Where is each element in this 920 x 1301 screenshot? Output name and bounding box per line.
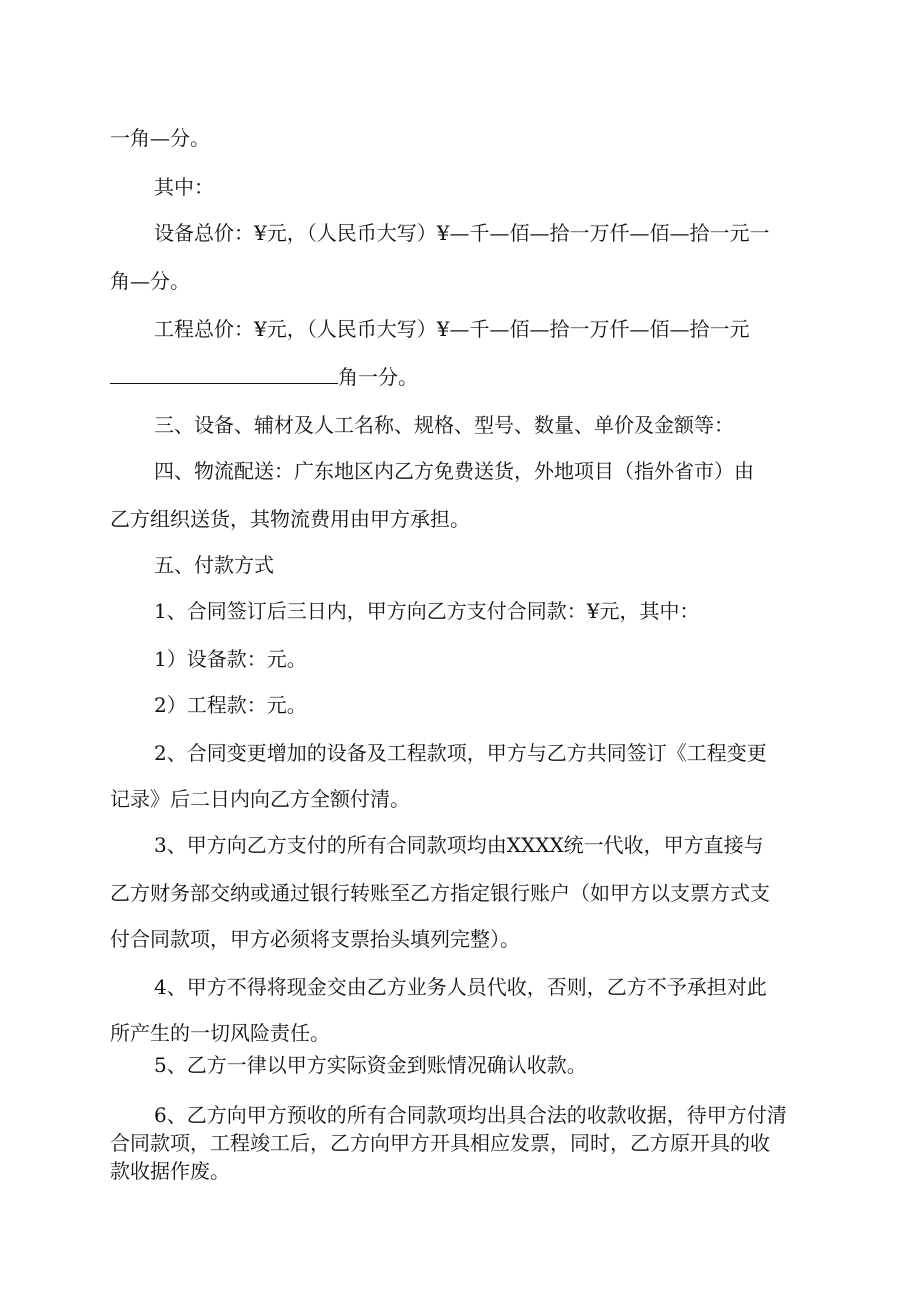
text-line: 乙方组织送货，其物流费用由甲方承担。 [110,507,470,531]
text-line: 付合同款项，甲方必须将支票抬头填列完整）。 [110,927,520,951]
text-line: 3、甲方向乙方支付的所有合同款项均由XXXX统一代收，甲方直接与 [154,833,764,857]
text-line: 5、乙方一律以甲方实际资金到账情况确认收款。 [154,1053,587,1077]
text-line: 2）工程款：元。 [154,693,307,717]
text-line: 角—分。 [110,269,190,293]
text-line: 工程总价：¥元，（人民币大写）¥—千—佰—拾一万仟—佰—拾一元 [154,317,750,341]
text-line: 款收据作废。 [110,1159,230,1183]
text-fragment: 角一分。 [338,365,418,389]
text-line: 1）设备款：元。 [154,647,307,671]
text-line: 四、物流配送：广东地区内乙方免费送货，外地项目（指外省市）由 [154,459,754,483]
fill-in-blank [110,367,338,384]
text-line: 2、合同变更增加的设备及工程款项，甲方与乙方共同签订《工程变更 [154,741,767,765]
text-line: 三、设备、辅材及人工名称、规格、型号、数量、单价及金额等： [154,413,734,437]
section-heading: 五、付款方式 [154,553,274,577]
text-line: 1、合同签订后三日内，甲方向乙方支付合同款：¥元，其中： [154,599,700,623]
text-line: 6、乙方向甲方预收的所有合同款项均出具合法的收款收据，待甲方付清 [154,1103,787,1127]
text-line: 乙方财务部交纳或通过银行转账至乙方指定银行账户（如甲方以支票方式支 [110,881,770,905]
text-line: 设备总价：¥元，（人民币大写）¥—千—佰—拾一万仟—佰—拾一元一 [154,221,770,245]
text-line: 记录》后二日内向乙方全额付清。 [110,787,410,811]
text-line: 一角—分。 [110,126,210,150]
text-line: 所产生的一切风险责任。 [110,1021,330,1045]
text-line: 4、甲方不得将现金交由乙方业务人员代收，否则，乙方不予承担对此 [154,975,767,999]
text-line-with-blank [110,365,418,389]
text-line: 其中： [154,175,214,199]
text-line: 合同款项，工程竣工后，乙方向甲方开具相应发票，同时，乙方原开具的收 [110,1131,770,1155]
